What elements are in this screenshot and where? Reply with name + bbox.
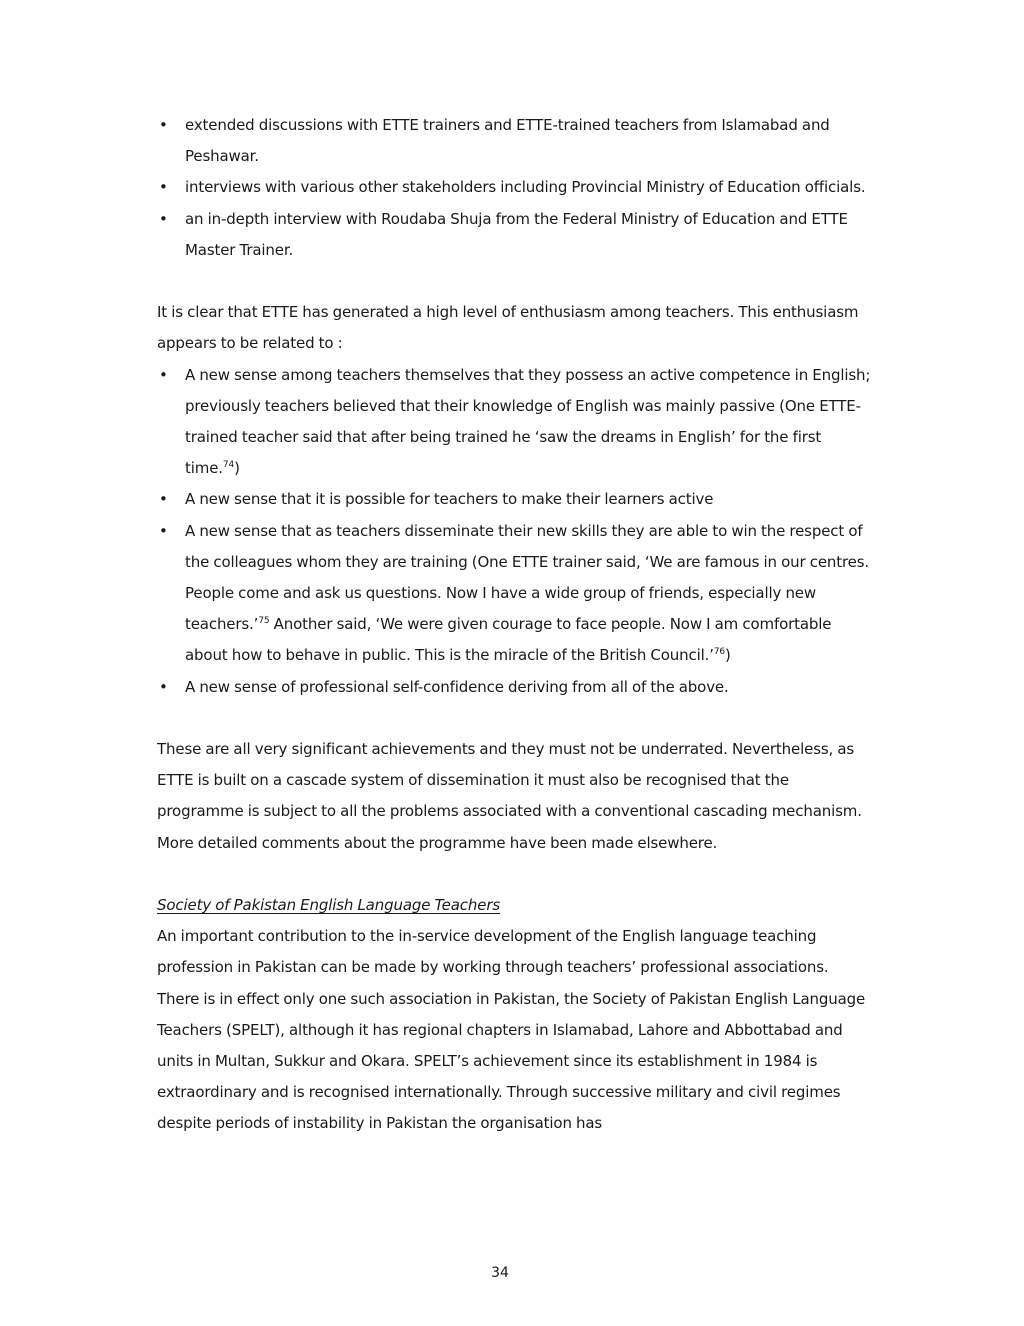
paragraph: An important contribution to the in-service development of the English language teaching profession in Pakistan can be made by working through teachers’ professional associations. There is in effect only one such association in Pakistan, the Society of Pakistan English Language Teachers (SPELT), although it has regional chapters in Islamabad, Lahore and Abbottabad and units in Multan, Sukkur and Okara. SPELT’s achievement since its establishment in 1984 is extraordinary and is recognised internationally. Through successive military and civil regimes despite periods of instability in Pakistan the organisation has <box>157 927 866 1133</box>
list-item <box>157 172 872 203</box>
section-heading: Society of Pakistan English Language Teachers <box>157 896 501 915</box>
list-item-text: extended discussions with ETTE trainers and ETTE-trained teachers from Islamabad and Peshawar. <box>185 116 830 166</box>
list-item-text: interviews with various other stakeholders including Provincial Ministry of Education officials. <box>185 178 866 197</box>
footnote-ref: 76 <box>713 647 725 658</box>
list-item-text: A new sense of professional self-confidence deriving from all of the above. <box>185 677 729 696</box>
list-item-text: A new sense that it is possible for teachers to make their learners active <box>185 490 714 509</box>
paragraph: These are all very significant achievements and they must not be underrated. Nevertheless, as ETTE is built on a cascade system of dissemination it must also be recognised that the programme is subject to all the problems associated with a conventional cascading mechanism. More detailed comments about the programme have been made elsewhere. <box>157 740 862 852</box>
bullet-icon: • <box>159 365 168 384</box>
bullet-icon: • <box>159 490 168 509</box>
paragraph: It is clear that ETTE has generated a high level of enthusiasm among teachers. This enthusiasm appears to be related to : <box>157 303 859 353</box>
list-item-text-tail: ) <box>234 459 240 478</box>
enthusiasm-bullet-list <box>157 360 872 703</box>
bullet-icon: • <box>159 116 168 134</box>
footnote-ref: 74 <box>222 460 235 471</box>
list-item-text-middle: Another said, ‘We were given courage to face people. Now I am comfortable about how to behave in public. This is the miracle of the British Council.’ <box>185 615 832 665</box>
list-item <box>157 484 872 515</box>
spacer <box>157 266 872 297</box>
list-item <box>157 110 872 172</box>
list-item <box>157 516 872 672</box>
spacer <box>157 859 872 890</box>
list-item-text: an in-depth interview with Roudaba Shuja from the Federal Ministry of Education and ETTE Master Trainer. <box>185 209 848 259</box>
spacer <box>157 703 872 734</box>
list-item <box>157 204 872 266</box>
list-item-text: A new sense among teachers themselves that they possess an active competence in English; previously teachers believed that their knowledge of English was mainly passive (One ETTE-trained teacher said that after being trained he ‘saw the dreams in English’ for the first time. <box>185 365 871 478</box>
intro-bullet-list <box>157 110 872 266</box>
footnote-ref: 75 <box>258 616 270 627</box>
page-number: 34 <box>491 1265 509 1281</box>
list-item-text: A new sense that as teachers disseminate their new skills they are able to win the respect of the colleagues whom they are training (One ETTE trainer said, ‘We are famous in our centres. People come and ask us questions. Now I have a wide group of friends, especially new teachers.’ <box>185 521 870 634</box>
list-item <box>157 672 872 703</box>
bullet-icon: • <box>159 209 168 228</box>
list-item <box>157 360 872 485</box>
list-item-text-tail: ) <box>725 646 731 665</box>
bullet-icon: • <box>159 677 168 696</box>
bullet-icon: • <box>159 178 168 197</box>
page-content <box>157 110 872 1140</box>
bullet-icon: • <box>159 521 168 540</box>
